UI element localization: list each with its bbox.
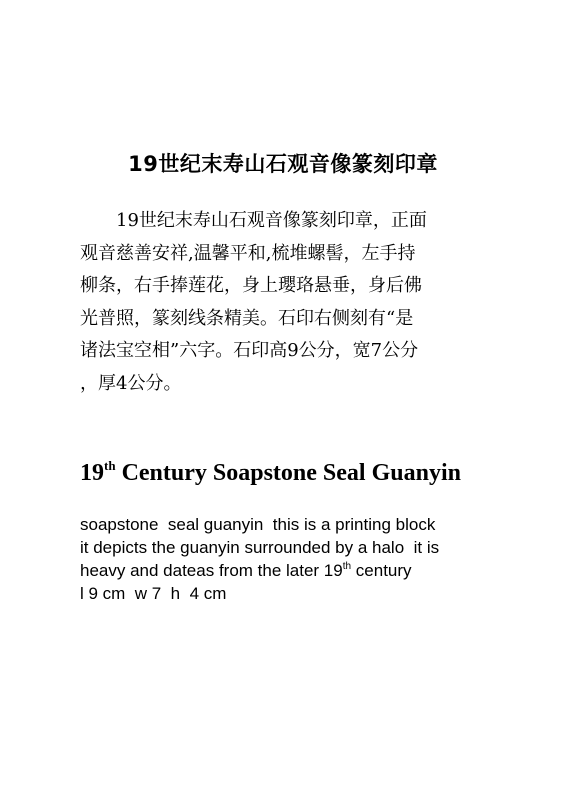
english-line3-ordinal: th — [342, 561, 352, 572]
english-dimensions-line: l 9 cm w 7 h 4 cm — [80, 584, 227, 603]
chinese-description-line: 19世纪末寿山石观音像篆刻印章，正面 — [116, 210, 427, 231]
chinese-description-line: 柳条，右手捧莲花，身上瓔珞悬垂，身后佛 — [80, 275, 422, 296]
english-title — [80, 456, 520, 490]
english-title-ordinal: th — [104, 458, 116, 473]
english-description-line: it depicts the guanyin surrounded by a halo it is — [80, 538, 440, 557]
chinese-description-line: ，厚4公分。 — [80, 372, 182, 394]
chinese-title: 19世纪末寿山石观音像篆刻印章 — [128, 152, 438, 176]
english-line3-rest: century — [351, 561, 412, 580]
english-description — [80, 513, 520, 605]
english-description-line — [80, 559, 520, 582]
chinese-description-line: 诸法宝空相”六字。石印高9公分，宽7公分 — [80, 340, 419, 361]
chinese-description-line: 光普照，篆刻线条精美。石印右侧刻有“是 — [80, 307, 414, 329]
english-description-line: soapstone seal guanyin this is a printing block — [80, 515, 436, 534]
chinese-description-line: 观音慈善安祥,温馨平和,梳堆螺髻，左手持 — [80, 242, 416, 264]
english-line3-text: heavy and dateas from the later 19 — [80, 561, 343, 580]
chinese-description — [80, 205, 480, 400]
english-title-number: 19 — [80, 460, 104, 486]
english-title-text: Century Soapstone Seal Guanyin — [115, 460, 461, 486]
